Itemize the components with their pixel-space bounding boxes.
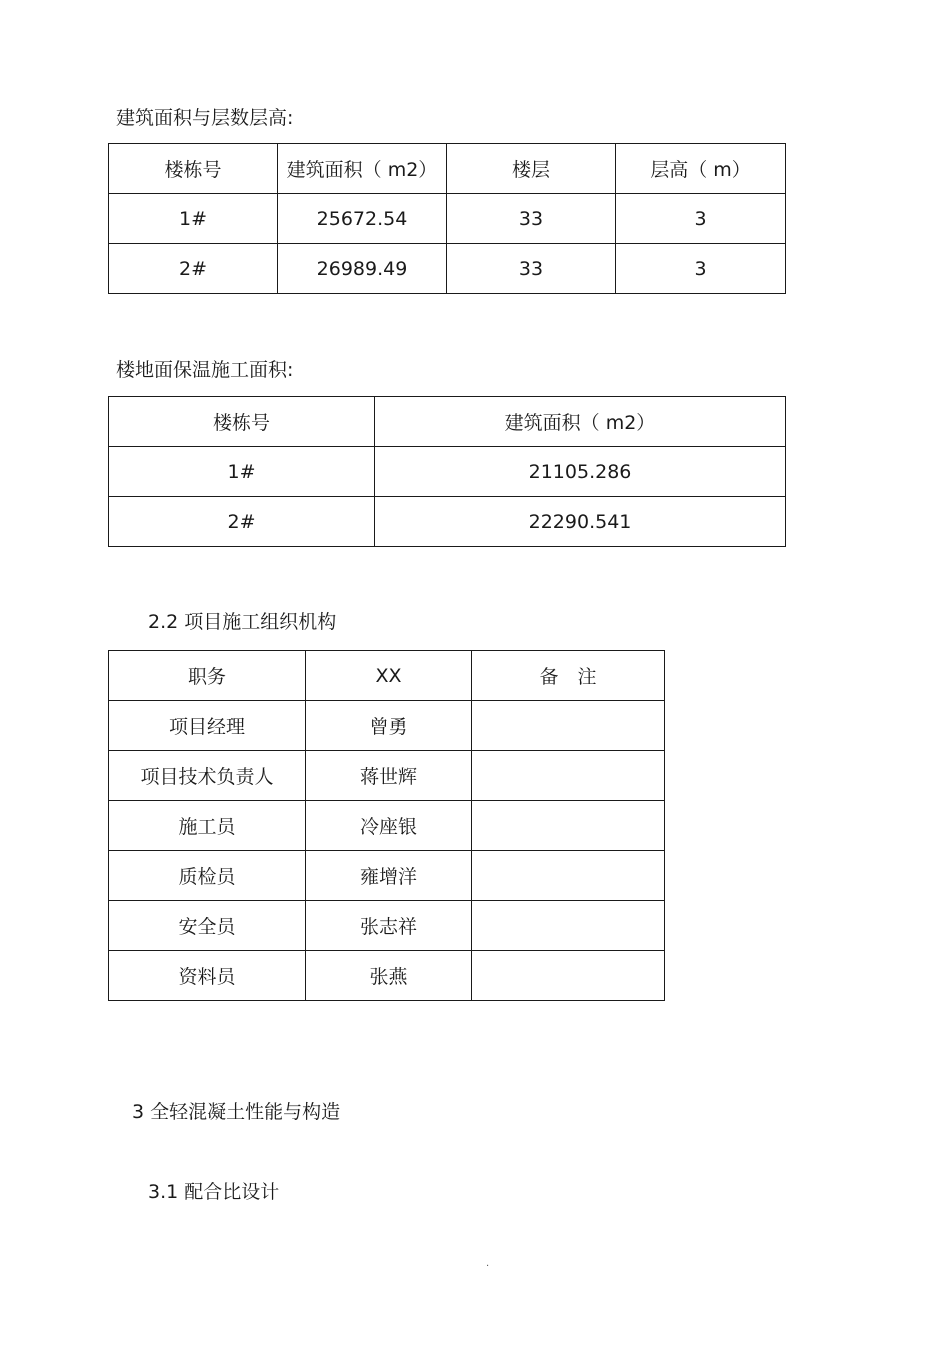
table-cell: 3 [616,194,786,244]
table-cell: 25672.54 [278,194,447,244]
header-cell: XX [306,651,472,701]
table-cell: 3 [616,244,786,294]
header-cell: 楼栋号 [109,144,278,194]
table-cell: 26989.49 [278,244,447,294]
table-cell: 质检员 [109,851,306,901]
header-cell: 楼栋号 [109,397,375,447]
table-cell: 资料员 [109,951,306,1001]
table-cell: 2# [109,497,375,547]
header-cell: 备 注 [472,651,665,701]
table-cell: 曾勇 [306,701,472,751]
table-row [109,801,665,851]
table-cell [472,901,665,951]
header-cell: 建筑面积（ m2） [375,397,786,447]
table-cell [472,701,665,751]
table-cell: 张燕 [306,951,472,1001]
concrete-section-heading: 3 全轻混凝土性能与构造 [132,1101,341,1123]
table-row [109,194,786,244]
header-cell: 建筑面积（ m2） [278,144,447,194]
mix-design-heading: 3.1 配合比设计 [148,1181,280,1203]
table-row [109,497,786,547]
floor-insulation-heading: 楼地面保温施工面积: [116,359,294,381]
table-cell: 33 [447,194,616,244]
table-cell: 安全员 [109,901,306,951]
table-row [109,701,665,751]
header-cell: 楼层 [447,144,616,194]
table-cell [472,751,665,801]
table-cell: 张志祥 [306,901,472,951]
org-structure-table [108,650,665,1001]
table-cell [472,851,665,901]
table-cell: 施工员 [109,801,306,851]
table-cell: 雍增洋 [306,851,472,901]
table-row [109,951,665,1001]
table-cell: 蒋世辉 [306,751,472,801]
table-cell: 33 [447,244,616,294]
org-structure-heading: 2.2 项目施工组织机构 [148,611,337,633]
table-cell: 1# [109,447,375,497]
table-row [109,751,665,801]
building-area-heading: 建筑面积与层数层高: [116,107,294,129]
table-row [109,901,665,951]
table-cell [472,951,665,1001]
table-cell: 2# [109,244,278,294]
table-row [109,447,786,497]
floor-insulation-table [108,396,786,547]
table-cell: 1# [109,194,278,244]
building-area-table [108,143,786,294]
table-cell: 21105.286 [375,447,786,497]
table-header-row [109,397,786,447]
header-cell: 职务 [109,651,306,701]
table-cell: 项目经理 [109,701,306,751]
table-cell [472,801,665,851]
table-row [109,244,786,294]
header-cell: 层高（ m） [616,144,786,194]
table-row [109,851,665,901]
table-header-row [109,651,665,701]
table-header-row [109,144,786,194]
table-cell: 冷座银 [306,801,472,851]
page-footer-mark: . [486,1258,490,1269]
table-cell: 22290.541 [375,497,786,547]
table-cell: 项目技术负责人 [109,751,306,801]
